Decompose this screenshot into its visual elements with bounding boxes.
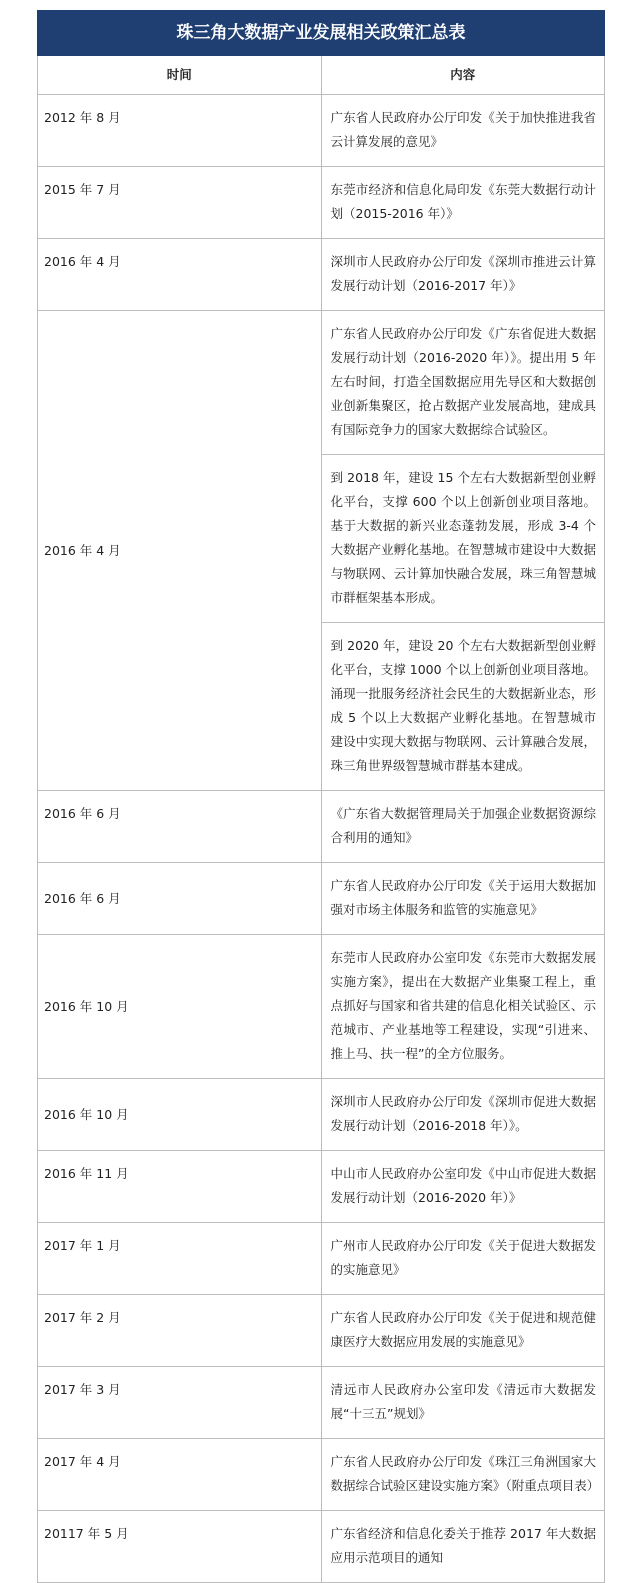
row-time: 2016 年 4 月 [38,239,322,311]
policy-table-container [37,10,605,1583]
row-content: 广东省人民政府办公厅印发《关于运用大数据加强对市场主体服务和监管的实施意见》 [321,863,605,935]
row-time: 20117 年 5 月 [38,1511,322,1583]
table-row [38,1079,605,1151]
row-content: 中山市人民政府办公室印发《中山市促进大数据发展行动计划（2016-2020 年）》 [321,1151,605,1223]
row-time: 2017 年 4 月 [38,1439,322,1511]
row-time: 2016 年 6 月 [38,791,322,863]
table-row [38,1151,605,1223]
row-content: 广东省人民政府办公厅印发《珠江三角洲国家大数据综合试验区建设实施方案》（附重点项目表） [321,1439,605,1511]
row-time: 2017 年 2 月 [38,1295,322,1367]
row-content: 广州市人民政府办公厅印发《关于促进大数据发的实施意见》 [321,1223,605,1295]
row-time: 2015 年 7 月 [38,167,322,239]
table-row [38,791,605,863]
table-row [38,311,605,455]
row-time: 2016 年 11 月 [38,1151,322,1223]
row-content: 广东省人民政府办公厅印发《广东省促进大数据发展行动计划（2016-2020 年）》。提出用 5 年左右时间，打造全国数据应用先导区和大数据创业创新集聚区，抢占数据产业发展高地，建成具有国际竞争力的国家大数据综合试验区。 [321,311,605,455]
table-row [38,863,605,935]
row-time: 2012 年 8 月 [38,95,322,167]
row-content: 广东省人民政府办公厅印发《关于加快推进我省云计算发展的意见》 [321,95,605,167]
row-content: 东莞市经济和信息化局印发《东莞大数据行动计划（2015-2016 年）》 [321,167,605,239]
row-content: 深圳市人民政府办公厅印发《深圳市促进大数据发展行动计划（2016-2018 年）》。 [321,1079,605,1151]
table-row [38,1295,605,1367]
row-content: 深圳市人民政府办公厅印发《深圳市推进云计算发展行动计划（2016-2017 年）》 [321,239,605,311]
row-time: 2017 年 3 月 [38,1367,322,1439]
row-content: 东莞市人民政府办公室印发《东莞市大数据发展实施方案》，提出在大数据产业集聚工程上，重点抓好与国家和省共建的信息化相关试验区、示范城市、产业基地等工程建设，实现“引进来、推上马、扶一程”的全方位服务。 [321,935,605,1079]
table-row [38,935,605,1079]
row-time: 2016 年 6 月 [38,863,322,935]
row-time: 2016 年 10 月 [38,935,322,1079]
row-time: 2016 年 10 月 [38,1079,322,1151]
row-content: 到 2020 年，建设 20 个左右大数据新型创业孵化平台，支撑 1000 个以上创新创业项目落地。涌现一批服务经济社会民生的大数据新业态，形成 5 个以上大数据产业孵化基地。在智慧城市建设中实现大数据与物联网、云计算融合发展，珠三角世界级智慧城市群基本建成。 [321,623,605,791]
table-row [38,1439,605,1511]
table-row [38,239,605,311]
header-time: 时间 [38,56,322,95]
row-time: 2017 年 1 月 [38,1223,322,1295]
table-row [38,1223,605,1295]
table-row [38,95,605,167]
row-content: 广东省人民政府办公厅印发《关于促进和规范健康医疗大数据应用发展的实施意见》 [321,1295,605,1367]
row-time: 2016 年 4 月 [38,311,322,791]
table-row [38,167,605,239]
table-title: 珠三角大数据产业发展相关政策汇总表 [38,11,605,56]
row-content: 到 2018 年，建设 15 个左右大数据新型创业孵化平台，支撑 600 个以上创新创业项目落地。基于大数据的新兴业态蓬勃发展，形成 3-4 个大数据产业孵化基地。在智慧城市建设中大数据与物联网、云计算加快融合发展，珠三角智慧城市群框架基本形成。 [321,455,605,623]
row-content: 清远市人民政府办公室印发《清远市大数据发展“十三五”规划》 [321,1367,605,1439]
row-content: 《广东省大数据管理局关于加强企业数据资源综合利用的通知》 [321,791,605,863]
policy-table [37,10,605,1583]
table-row [38,1367,605,1439]
header-content: 内容 [321,56,605,95]
row-content: 广东省经济和信息化委关于推荐 2017 年大数据应用示范项目的通知 [321,1511,605,1583]
table-row [38,1511,605,1583]
